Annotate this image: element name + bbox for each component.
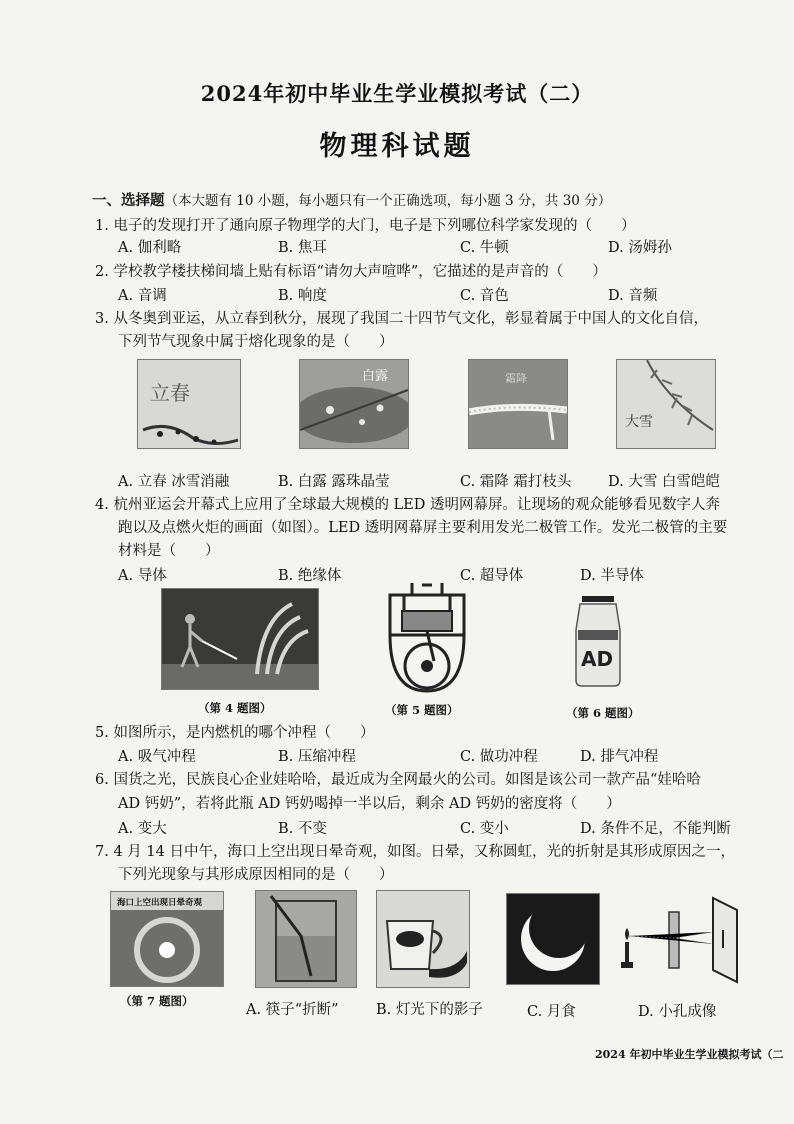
- product-label: AD: [581, 647, 614, 671]
- question-3-line-2: 下列节气现象中属于熔化现象的是（ ）: [118, 334, 394, 350]
- figure-7-caption: （第 7 题图）: [120, 994, 194, 1008]
- q1-option-b: B. 焦耳: [278, 240, 327, 256]
- q4-option-d: D. 半导体: [580, 568, 644, 584]
- q3-option-c: C. 霜降 霜打枝头: [460, 474, 572, 490]
- q6-option-c: C. 变小: [460, 821, 509, 837]
- q2-option-a: A. 音调: [118, 288, 167, 304]
- section-header: [92, 189, 611, 210]
- daxue-label: 大雪: [625, 414, 653, 430]
- q1-option-c: C. 牛顿: [460, 240, 509, 256]
- figure-4-image: [161, 588, 319, 690]
- q1-option-d: D. 汤姆孙: [608, 240, 672, 256]
- q5-option-a: A. 吸气冲程: [118, 749, 196, 765]
- option-d-image-pinhole: [617, 892, 741, 984]
- option-a-image-chopsticks: [255, 890, 357, 988]
- q7-option-b: B. 灯光下的影子: [376, 1002, 483, 1018]
- q6-option-a: A. 变大: [118, 821, 167, 837]
- q3-option-d: D. 大雪 白雪皑皑: [608, 474, 720, 490]
- q2-option-c: C. 音色: [460, 288, 509, 304]
- question-4-line-2: 跑以及点燃火炬的画面（如图）。LED 透明网幕屏主要利用发光二极管工作。发光二极管的主要: [118, 520, 728, 536]
- q4-option-c: C. 超导体: [460, 568, 524, 584]
- solar-term-image-bailu: [299, 359, 409, 449]
- shuangjiang-label: 霜降: [505, 372, 527, 385]
- question-6-line-2: AD 钙奶”，若将此瓶 AD 钙奶喝掉一半以后，剩余 AD 钙奶的密度将（ ）: [118, 796, 621, 812]
- q7-option-c: C. 月食: [527, 1004, 576, 1020]
- q7-option-d: D. 小孔成像: [638, 1004, 717, 1020]
- q4-option-b: B. 绝缘体: [278, 568, 342, 584]
- bailu-label: 白露: [362, 369, 389, 384]
- exam-title: 2024年初中毕业生学业模拟考试（二）: [200, 81, 594, 106]
- figure-7-halo-image: [110, 891, 224, 987]
- question-7-line-2: 下列光现象与其形成原因相同的是（ ）: [118, 867, 394, 883]
- question-4-line-3: 材料是（ ）: [118, 543, 220, 559]
- figure-6-caption: （第 6 题图）: [566, 706, 640, 720]
- q5-option-b: B. 压缩冲程: [278, 749, 356, 765]
- figure-5-engine-diagram: [382, 581, 472, 693]
- q2-option-b: B. 响度: [278, 288, 327, 304]
- figure-5-caption: （第 5 题图）: [385, 703, 459, 717]
- option-b-image-shadow: [376, 890, 470, 988]
- q7-option-a: A. 筷子“折断”: [246, 1002, 339, 1018]
- question-3-line-1: 3. 从冬奥到亚运，从立春到秋分，展现了我国二十四节气文化，彰显着属于中国人的文化自信，: [95, 311, 708, 327]
- section-note: （本大题有 10 小题，每小题只有一个正确选项，每小题 3 分，共 30 分）: [164, 193, 612, 209]
- q6-option-b: B. 不变: [278, 821, 327, 837]
- question-5: 5. 如图所示，是内燃机的哪个冲程（ ）: [95, 725, 375, 741]
- q5-option-c: C. 做功冲程: [460, 749, 538, 765]
- solar-term-image-lichun: [137, 359, 241, 449]
- question-4-line-1: 4. 杭州亚运会开幕式上应用了全球最大规模的 LED 透明网幕屏。让现场的观众能够看见数字人奔: [95, 497, 720, 513]
- section-title: 一、选择题: [92, 192, 165, 209]
- option-c-image-eclipse: [506, 893, 600, 985]
- subject-title: 物理科试题: [319, 131, 475, 162]
- page-footer: 2024 年初中毕业生学业模拟考试（二: [595, 1048, 784, 1061]
- figure-4-caption: （第 4 题图）: [198, 701, 272, 715]
- solar-term-image-daxue: [616, 359, 716, 449]
- question-6-line-1: 6. 国货之光，民族良心企业娃哈哈，最近成为全网最火的公司。如图是该公司一款产品“娃哈哈: [95, 772, 701, 788]
- question-2: 2. 学校教学楼扶梯间墙上贴有标语“请勿大声喧哗”，它描述的是声音的（ ）: [95, 264, 607, 280]
- question-1: 1. 电子的发现打开了通向原子物理学的大门，电子是下列哪位科学家发现的（ ）: [95, 218, 636, 234]
- q1-option-a: A. 伽利略: [118, 240, 182, 256]
- figure-6-product-bottle: [568, 590, 628, 690]
- q2-option-d: D. 音频: [608, 288, 658, 304]
- q4-option-a: A. 导体: [118, 568, 167, 584]
- question-7-line-1: 7. 4 月 14 日中午，海口上空出现日晕奇观，如图。日晕，又称圆虹，光的折射是其形成原因之一，: [95, 844, 735, 860]
- solar-term-image-shuangjiang: [468, 359, 568, 449]
- q6-option-d: D. 条件不足，不能判断: [580, 821, 731, 837]
- figure-7-title: 海口上空出现日晕奇观: [117, 898, 203, 908]
- lichun-label: 立春: [150, 381, 190, 405]
- q3-option-a: A. 立春 冰雪消融: [118, 474, 230, 490]
- q3-option-b: B. 白露 露珠晶莹: [278, 474, 390, 490]
- q5-option-d: D. 排气冲程: [580, 749, 659, 765]
